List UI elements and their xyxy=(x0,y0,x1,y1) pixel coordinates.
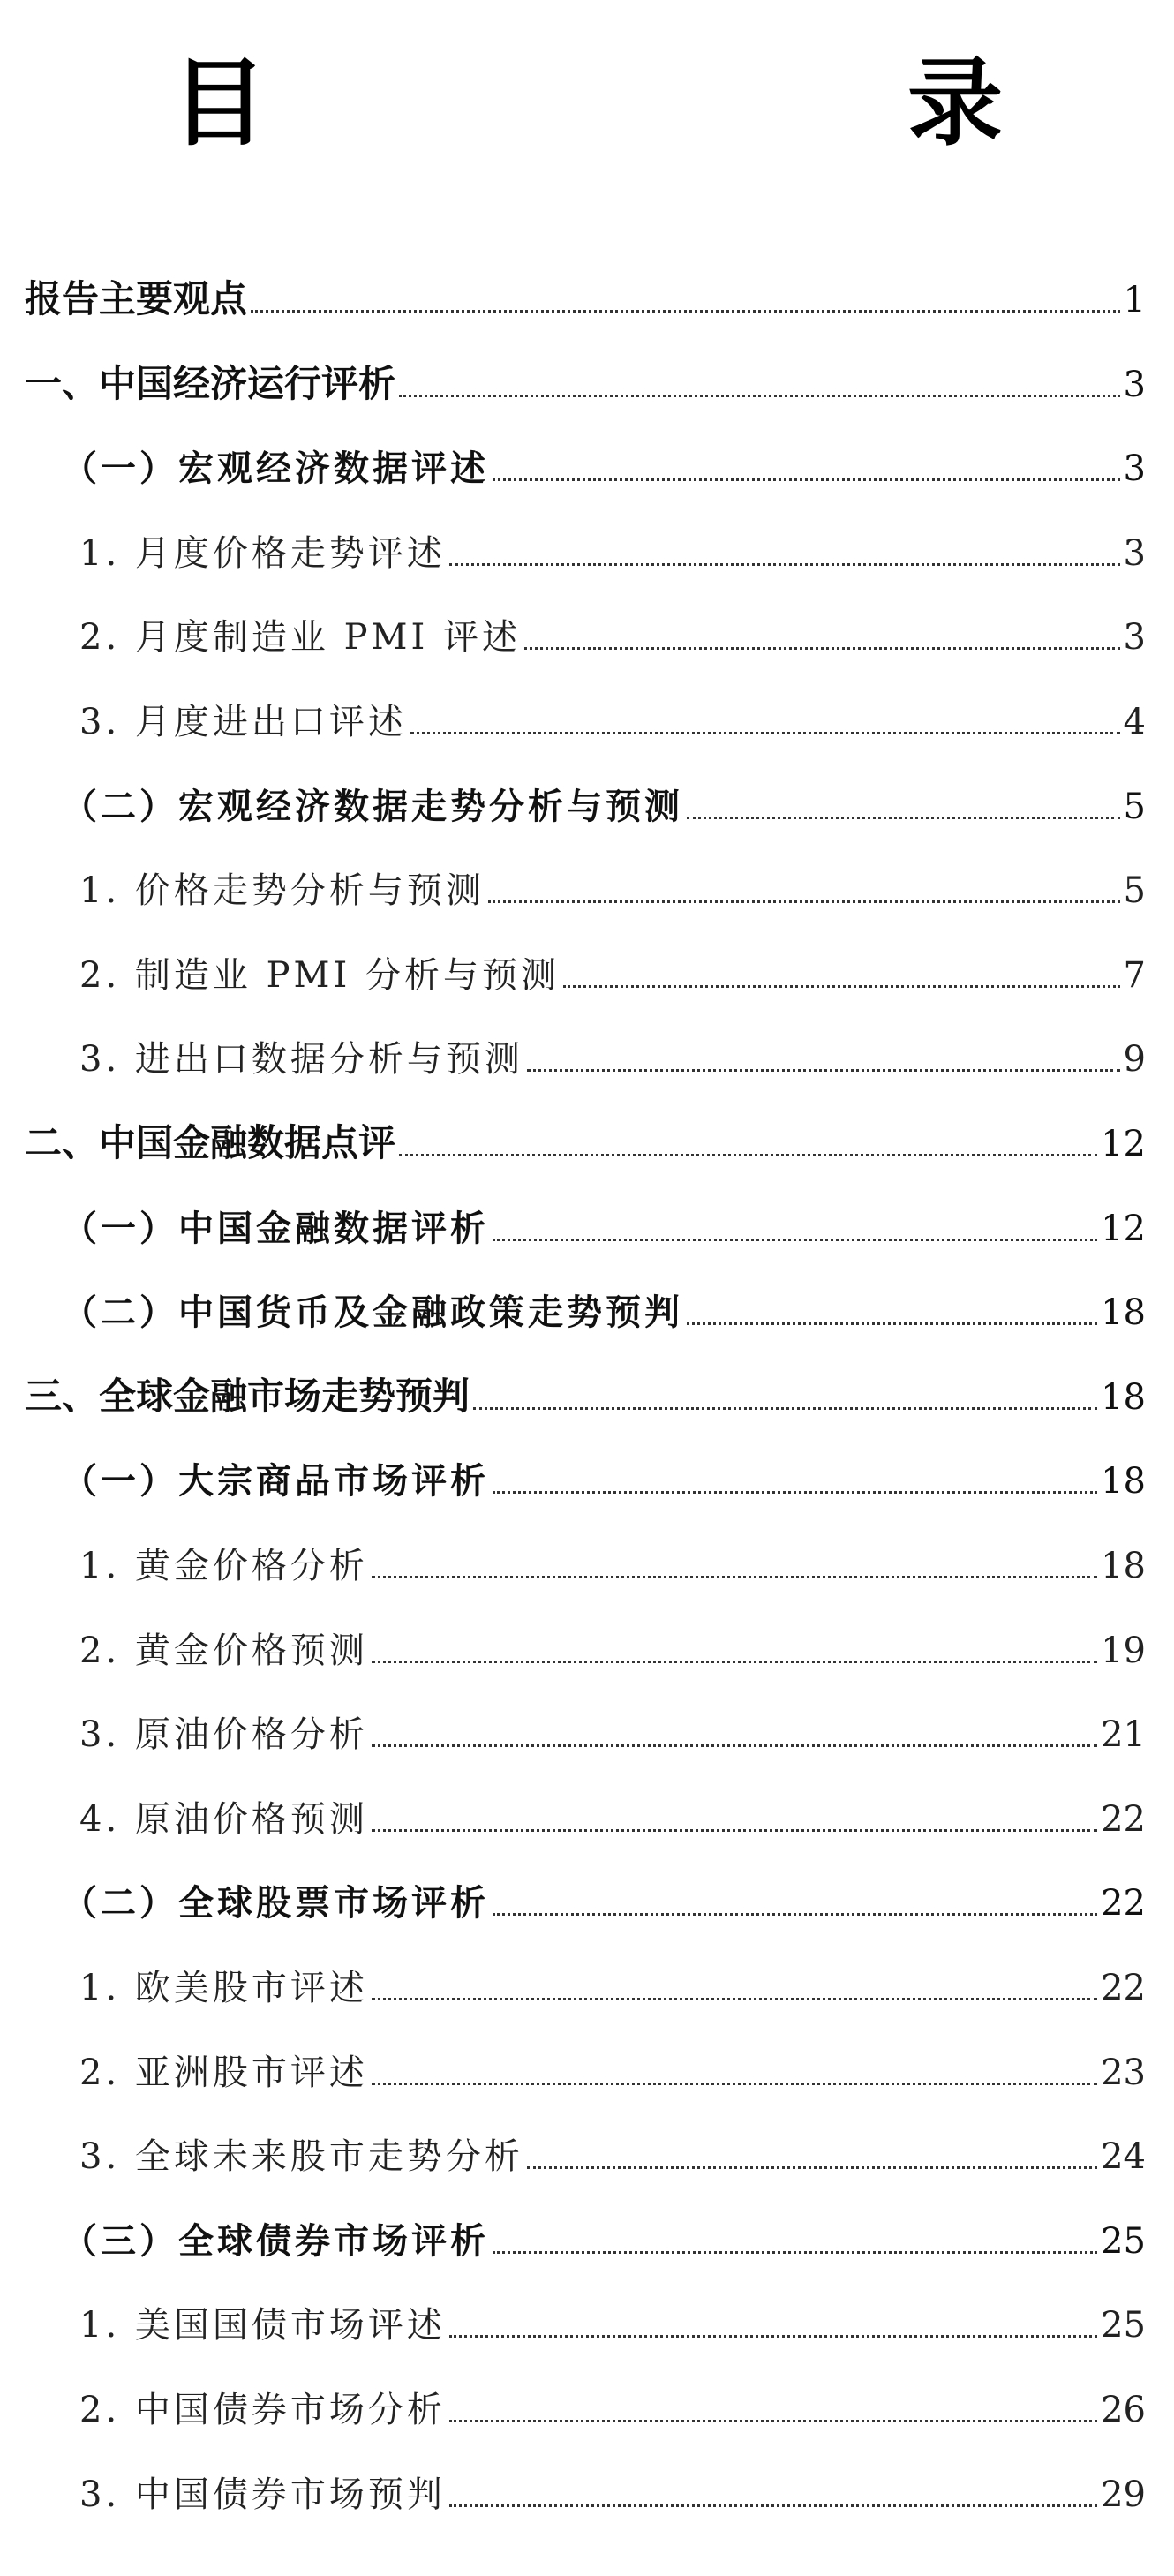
dot-leader xyxy=(687,1322,1097,1325)
toc-entry-title: 一、中国经济运行评析 xyxy=(25,362,396,405)
toc-entry-title: 报告主要观点 xyxy=(25,277,248,320)
toc-page-number: 25 xyxy=(1101,2305,1146,2346)
toc-entry[interactable] xyxy=(79,602,1146,658)
toc-entry-title: 2. 黄金价格预测 xyxy=(79,1631,368,1671)
toc-page-number: 4 xyxy=(1123,702,1146,742)
toc-entry-title: 1. 黄金价格分析 xyxy=(79,1546,368,1586)
toc-entry-title: （二）全球股票市场评析 xyxy=(62,1882,489,1924)
dot-leader xyxy=(372,2083,1097,2085)
toc-page-number: 22 xyxy=(1101,1799,1146,1840)
toc-page-number: 3 xyxy=(1123,365,1146,405)
toc-entry-title: 3. 月度进出口评述 xyxy=(79,702,407,742)
dot-leader xyxy=(399,395,1120,397)
toc-entry[interactable] xyxy=(25,265,1146,318)
dot-leader xyxy=(449,2504,1097,2507)
toc-page-number: 22 xyxy=(1101,1883,1146,1924)
toc-page-number: 25 xyxy=(1101,2221,1146,2262)
toc-entry-title: 4. 原油价格预测 xyxy=(79,1799,368,1840)
toc-entry-title: 1. 月度价格走势评述 xyxy=(79,533,446,574)
toc-entry-title: （一）中国金融数据评析 xyxy=(62,1208,489,1249)
toc-entry[interactable] xyxy=(79,855,1146,911)
toc-page-number: 1 xyxy=(1123,280,1146,320)
toc-page-number: 7 xyxy=(1123,955,1146,996)
dot-leader xyxy=(687,817,1120,819)
toc-page-number: 12 xyxy=(1101,1124,1146,1164)
toc-page-number: 23 xyxy=(1101,2053,1146,2093)
toc-entry-title: 2. 中国债券市场分析 xyxy=(79,2390,446,2430)
dot-leader xyxy=(493,2251,1097,2254)
toc-page-number: 5 xyxy=(1123,870,1146,911)
toc-page-number: 18 xyxy=(1101,1377,1146,1418)
toc-entry-title: 1. 价格走势分析与预测 xyxy=(79,870,485,911)
toc-entry-title: 二、中国金融数据点评 xyxy=(25,1121,396,1164)
dot-leader xyxy=(493,478,1120,481)
dot-leader xyxy=(449,2420,1097,2422)
dot-leader xyxy=(372,1661,1097,1663)
toc-entry[interactable] xyxy=(62,1277,1146,1333)
dot-leader xyxy=(372,1576,1097,1578)
toc-entry-title: 3. 进出口数据分析与预测 xyxy=(79,1039,523,1080)
dot-leader xyxy=(399,1154,1097,1156)
toc-entry[interactable] xyxy=(62,1446,1146,1502)
toc-entry[interactable] xyxy=(79,2037,1146,2093)
dot-leader xyxy=(372,1829,1097,1832)
dot-leader xyxy=(372,1998,1097,2000)
toc-entry[interactable] xyxy=(79,1699,1146,1755)
dot-leader xyxy=(524,647,1120,650)
dot-leader xyxy=(410,732,1120,734)
dot-leader xyxy=(563,985,1120,988)
toc-entry[interactable] xyxy=(62,2206,1146,2262)
dot-leader xyxy=(473,1407,1097,1410)
toc-entry-title: 3. 原油价格分析 xyxy=(79,1714,368,1755)
toc-entry[interactable] xyxy=(79,2290,1146,2346)
toc-entry[interactable] xyxy=(62,772,1146,825)
toc-page-number: 5 xyxy=(1123,787,1146,827)
toc-entry-title: 2. 制造业 PMI 分析与预测 xyxy=(79,955,560,996)
toc-page-number: 26 xyxy=(1101,2390,1146,2430)
toc-entry[interactable] xyxy=(79,2121,1146,2177)
toc-page-number: 21 xyxy=(1101,1714,1146,1755)
toc-entry[interactable] xyxy=(79,1784,1146,1840)
toc-page-number: 22 xyxy=(1101,1968,1146,2008)
toc-entry[interactable] xyxy=(79,1616,1146,1671)
toc-entry-title: 3. 全球未来股市走势分析 xyxy=(79,2136,523,2177)
dot-leader xyxy=(488,900,1120,903)
dot-leader xyxy=(251,310,1120,313)
toc-entry[interactable] xyxy=(62,1868,1146,1924)
toc-page-number: 9 xyxy=(1123,1039,1146,1080)
dot-leader xyxy=(527,2166,1097,2169)
toc-entry-title: （一）大宗商品市场评析 xyxy=(62,1460,489,1502)
toc-page-number: 18 xyxy=(1101,1461,1146,1502)
toc-entry[interactable] xyxy=(25,1109,1146,1162)
toc-entry[interactable] xyxy=(62,1194,1146,1247)
toc-entry[interactable] xyxy=(79,940,1146,996)
dot-leader xyxy=(372,1744,1097,1747)
dot-leader xyxy=(527,1069,1120,1072)
dot-leader xyxy=(493,1913,1097,1916)
toc-entry-title: （二）中国货币及金融政策走势预判 xyxy=(62,1292,683,1333)
toc-entry[interactable] xyxy=(79,2459,1146,2515)
toc-entry[interactable] xyxy=(25,1362,1146,1418)
toc-page-number: 3 xyxy=(1123,617,1146,658)
toc-entry-title: 1. 美国国债市场评述 xyxy=(79,2305,446,2346)
toc-page-number: 3 xyxy=(1123,448,1146,489)
toc-page-number: 12 xyxy=(1101,1209,1146,1249)
toc-entry[interactable] xyxy=(79,1953,1146,2006)
dot-leader xyxy=(493,1239,1097,1241)
toc-entry-title: 3. 中国债券市场预判 xyxy=(79,2474,446,2515)
toc-entry-title: 2. 亚洲股市评述 xyxy=(79,2053,368,2093)
toc-entry[interactable] xyxy=(79,1024,1146,1080)
toc-page-number: 24 xyxy=(1101,2136,1146,2177)
toc-entry-title: 三、全球金融市场走势预判 xyxy=(25,1375,470,1418)
toc-page-number: 18 xyxy=(1101,1292,1146,1333)
toc-entry[interactable] xyxy=(79,687,1146,740)
toc-entry[interactable] xyxy=(79,518,1146,574)
toc-entry[interactable] xyxy=(79,2375,1146,2428)
toc-page-number: 3 xyxy=(1123,533,1146,574)
toc-page-number: 29 xyxy=(1101,2474,1146,2515)
toc-entry-title: 2. 月度制造业 PMI 评述 xyxy=(79,617,521,658)
toc-entry-title: 1. 欧美股市评述 xyxy=(79,1968,368,2008)
page-title: 目 录 xyxy=(170,49,1153,159)
toc-entry-title: （二）宏观经济数据走势分析与预测 xyxy=(62,786,683,827)
toc-entry[interactable] xyxy=(79,1531,1146,1584)
toc-entry[interactable] xyxy=(62,433,1146,489)
dot-leader xyxy=(449,2335,1097,2338)
toc-page-number: 18 xyxy=(1101,1546,1146,1586)
toc-entry[interactable] xyxy=(25,350,1146,403)
dot-leader xyxy=(449,563,1120,566)
toc-page-number: 19 xyxy=(1101,1631,1146,1671)
dot-leader xyxy=(493,1491,1097,1494)
toc-entry-title: （一）宏观经济数据评述 xyxy=(62,448,489,489)
toc-entry-title: （三）全球债券市场评析 xyxy=(62,2220,489,2262)
